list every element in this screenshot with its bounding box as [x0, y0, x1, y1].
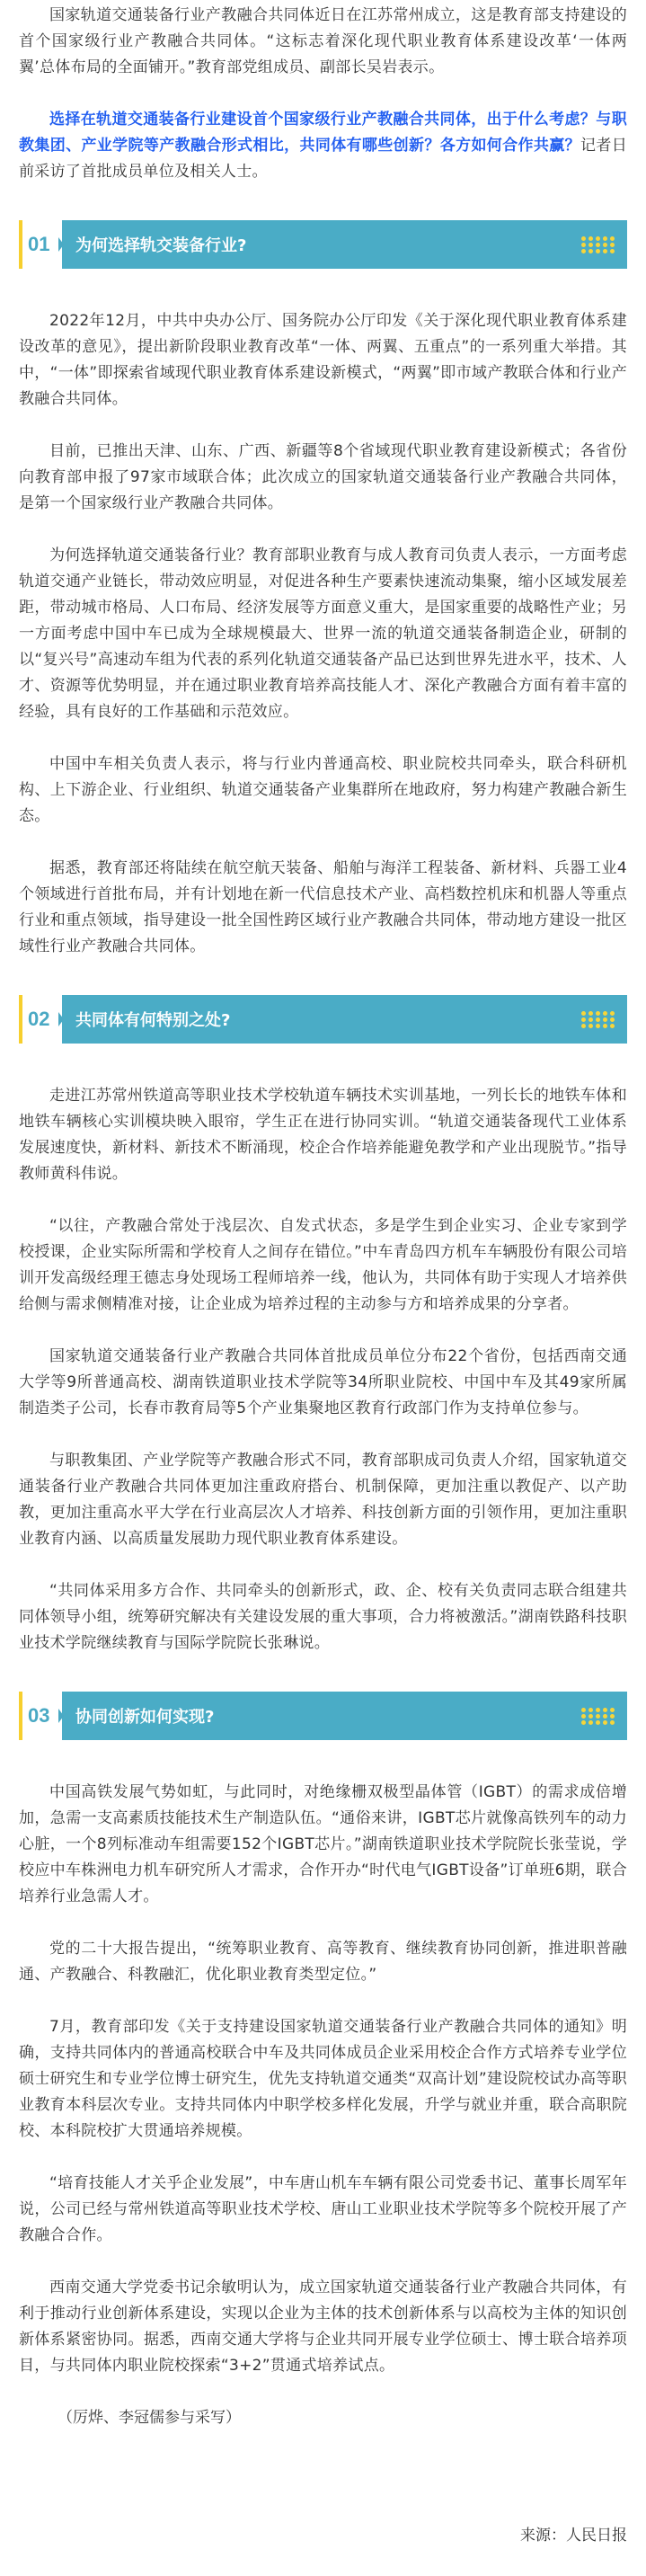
paragraph: 7月，教育部印发《关于支持建设国家轨道交通装备行业产教融合共同体的通知》明确，支持共同体内的普通高校联合中车及共同体成员企业采用校企合作方式培养专业学位硕士研究生和专业学位博士研究生，优先支持轨道交通类“双高计划”建设院校试办高等职业教育本科层次专业。支持共同体内中职学校多样化发展，升学与就业并重，联合高职院校、本科院校扩大贯通培养规模。	[19, 2018, 627, 2140]
lead-rest: 记者日前采访了首批成员单位及相关人士。	[19, 137, 627, 181]
dot-grid-icon	[581, 1011, 615, 1028]
section-header-02	[19, 995, 627, 1044]
chevron-right-icon	[58, 237, 64, 252]
paragraph: 西南交通大学党委书记余敏明认为，成立国家轨道交通装备行业产教融合共同体，有利于推动行业创新体系建设，实现以企业为主体的技术创新体系与以高校为主体的知识创新体系紧密协同。据悉，西南交通大学将与企业共同开展专业学位硕士、博士联合培养项目，与共同体内职业院校探索“3+2”贯通式培养试点。	[19, 2278, 627, 2375]
section-band	[62, 995, 627, 1044]
section-band	[62, 220, 627, 269]
section-title: 共同体有何特别之处?	[75, 1011, 231, 1030]
intro-paragraph: 国家轨道交通装备行业产教融合共同体近日在江苏常州成立，这是教育部支持建设的首个国家级行业产教融合共同体。“这标志着深化现代职业教育体系建设改革‘一体两翼’总体布局的全面铺开。”教育部党组成员、副部长吴岩表示。	[19, 6, 627, 76]
reporter-credit: （厉烨、李冠儒参与采写）	[58, 2409, 241, 2427]
paragraph: 目前，已推出天津、山东、广西、新疆等8个省域现代职业教育建设新模式；各省份向教育部申报了97家市域联合体；此次成立的国家轨道交通装备行业产教融合共同体，是第一个国家级行业产教融合共同体。	[19, 442, 627, 512]
paragraph: 走进江苏常州铁道高等职业技术学校轨道车辆技术实训基地，一列长长的地铁车体和地铁车辆核心实训模块映入眼帘，学生正在进行协同实训。“轨道交通装备现代工业体系发展速度快，新材料、新技术不断涌现，校企合作培养能避免教学和产业出现脱节。”指导教师黄科伟说。	[19, 1087, 627, 1183]
paragraph: 中国高铁发展气势如虹，与此同时，对绝缘栅双极型晶体管（IGBT）的需求成倍增加，急需一支高素质技能技术生产制造队伍。“通俗来讲，IGBT芯片就像高铁列车的动力心脏，一个8列标准动车组需要152个IGBT芯片。”湖南铁道职业技术学院院长张莹说，学校应中车株洲电力机车研究所人才需求，合作开办“时代电气IGBT设备”订单班6期，联合培养行业急需人才。	[19, 1783, 627, 1905]
paragraph: 党的二十大报告提出，“统筹职业教育、高等教育、继续教育协同创新，推进职普融通、产教融合、科教融汇，优化职业教育类型定位。”	[19, 1940, 627, 1984]
dot-grid-icon	[581, 236, 615, 253]
section-number: 01	[28, 233, 50, 255]
source-attribution: 来源：人民日报	[520, 2527, 627, 2545]
section-number: 03	[28, 1704, 50, 1727]
paragraph: 中国中车相关负责人表示，将与行业内普通高校、职业院校共同牵头，联合科研机构、上下游企业、行业组织、轨道交通装备产业集群所在地政府，努力构建产教融合新生态。	[19, 755, 627, 825]
section-header-01	[19, 220, 627, 269]
paragraph: 为何选择轨道交通装备行业？教育部职业教育与成人教育司负责人表示，一方面考虑轨道交通产业链长，带动效应明显，对促进各种生产要素快速流动集聚，缩小区域发展差距，带动城市格局、人口布局、经济发展等方面意义重大，是国家重要的战略性产业；另一方面考虑中国中车已成为全球规模最大、世界一流的轨道交通装备制造企业，研制的以“复兴号”高速动车组为代表的系列化轨道交通装备产品已达到世界先进水平，技术、人才、资源等优势明显，并在通过职业教育培养高技能人才、深化产教融合方面有着丰富的经验，具有良好的工作基础和示范效应。	[19, 546, 627, 721]
paragraph: 2022年12月，中共中央办公厅、国务院办公厅印发《关于深化现代职业教育体系建设改革的意见》，提出新阶段职业教育改革“一体、两翼、五重点”的一系列重大举措。其中，“一体”即探索省域现代职业教育体系建设新模式，“两翼”即市域产教联合体和行业产教融合共同体。	[19, 312, 627, 408]
section-header-03	[19, 1692, 627, 1740]
chevron-right-icon	[58, 1012, 64, 1026]
section-title: 协同创新如何实现?	[75, 1708, 215, 1727]
section-band	[62, 1692, 627, 1740]
lead-paragraph	[19, 107, 627, 185]
paragraph: 与职教集团、产业学院等产教融合形式不同，教育部职成司负责人介绍，国家轨道交通装备行业产教融合共同体更加注重政府搭台、机制保障，更加注重以教促产、以产助教，更加注重高水平大学在行业高层次人才培养、科技创新方面的引领作用，更加注重职业教育内涵、以高质量发展助力现代职业教育体系建设。	[19, 1452, 627, 1548]
paragraph: 国家轨道交通装备行业产教融合共同体首批成员单位分布22个省份，包括西南交通大学等9所普通高校、湖南铁道职业技术学院等34所职业院校、中国中车及其49家所属制造类子公司，长春市教育局等5个产业集聚地区教育行政部门作为支持单位参与。	[19, 1347, 627, 1417]
dot-grid-icon	[581, 1708, 615, 1725]
section-title: 为何选择轨交装备行业?	[75, 236, 247, 255]
paragraph: 据悉，教育部还将陆续在航空航天装备、船舶与海洋工程装备、新材料、兵器工业4个领域进行首批布局，并有计划地在新一代信息技术产业、高档数控机床和机器人等重点行业和重点领域，指导建设一批全国性跨区域行业产教融合共同体，带动地方建设一批区域性行业产教融合共同体。	[19, 859, 627, 955]
section-number: 02	[28, 1008, 50, 1030]
paragraph: “共同体采用多方合作、共同牵头的创新形式，政、企、校有关负责同志联合组建共同体领导小组，统筹研究解决有关建设发展的重大事项，合力将被激活。”湖南铁路科技职业技术学院继续教育与国际学院院长张琳说。	[19, 1582, 627, 1652]
chevron-right-icon	[58, 1709, 64, 1723]
lead-questions: 选择在轨道交通装备行业建设首个国家级行业产教融合共同体，出于什么考虑？与职教集团、产业学院等产教融合形式相比，共同体有哪些创新？各方如何合作共赢？	[19, 111, 627, 155]
paragraph: “培育技能人才关乎企业发展”，中车唐山机车车辆有限公司党委书记、董事长周军年说，公司已经与常州铁道高等职业技术学校、唐山工业职业技术学院等多个院校开展了产教融合合作。	[19, 2174, 627, 2244]
paragraph: “以往，产教融合常处于浅层次、自发式状态，多是学生到企业实习、企业专家到学校授课，企业实际所需和学校育人之间存在错位。”中车青岛四方机车车辆股份有限公司培训开发高级经理王德志身处现场工程师培养一线，他认为，共同体有助于实现人才培养供给侧与需求侧精准对接，让企业成为培养过程的主动参与方和培养成果的分享者。	[19, 1217, 627, 1313]
